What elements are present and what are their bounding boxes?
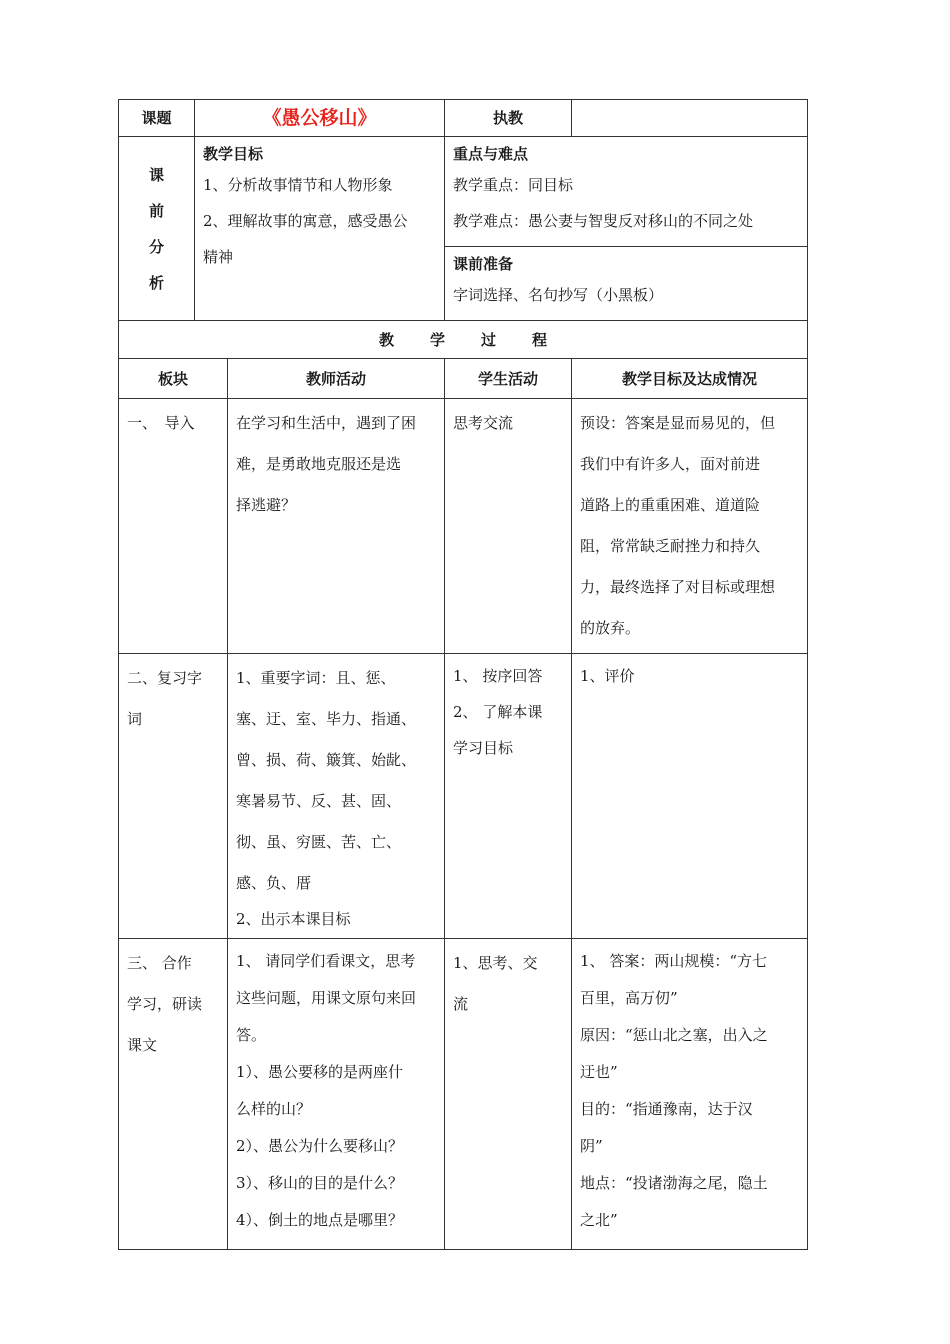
table-row (119, 654, 808, 939)
section-label: 课文 (127, 1036, 158, 1054)
lesson-plan-page (118, 99, 807, 1250)
goal-line: 原因：“惩山北之塞，出入之 (580, 1026, 768, 1044)
teacher-activity-line: 择逃避？ (236, 496, 297, 514)
teacher-value (572, 100, 808, 137)
column-header-row (119, 359, 808, 399)
column-header-section: 板块 (119, 359, 228, 399)
pre-analysis-char: 前 (148, 201, 164, 220)
student-activity-line: 2、 了解本课 (453, 703, 543, 721)
teacher-activity-line: 1、重要字词：且、惩、 (236, 669, 396, 687)
teacher-activity-cell (228, 939, 445, 1250)
goal-line: 1、评价 (580, 667, 635, 685)
header-row (119, 100, 808, 137)
student-activity-cell (445, 939, 572, 1250)
column-header-student: 学生活动 (445, 359, 572, 399)
teacher-activity-line: 彻、虽、穷匮、苦、亡、 (236, 833, 402, 851)
pre-analysis-label (119, 137, 195, 321)
student-activity-cell (445, 399, 572, 654)
teaching-goal-line: 1、分析故事情节和人物形象 (203, 176, 393, 194)
goal-cell (572, 399, 808, 654)
preparation-cell (445, 247, 808, 321)
process-title: 教学过程 (119, 321, 808, 359)
student-activity-line: 思考交流 (453, 414, 514, 432)
pre-analysis-char: 分 (148, 237, 164, 256)
teacher-activity-cell (228, 654, 445, 939)
section-cell (119, 939, 228, 1250)
goal-line: 迂也” (580, 1063, 618, 1081)
goal-line: 百里，高万仞” (580, 989, 678, 1007)
column-header-goal: 教学目标及达成情况 (572, 359, 808, 399)
teacher-activity-line: 1、 请同学们看课文，思考 (236, 952, 416, 970)
lesson-plan-table (118, 99, 808, 1250)
teaching-goal-line: 精神 (203, 248, 234, 266)
column-header-teacher: 教师活动 (228, 359, 445, 399)
teacher-activity-line: 曾、损、荷、簸箕、始龀、 (236, 751, 417, 769)
goal-line: 1、 答案：两山规模：“方七 (580, 952, 767, 970)
goal-line: 阻，常常缺乏耐挫力和持久 (580, 537, 761, 555)
teacher-activity-cell (228, 399, 445, 654)
difficulty-line: 教学难点：愚公妻与智叟反对移山的不同之处 (453, 212, 754, 230)
goal-line: 预设：答案是显而易见的，但 (580, 414, 776, 432)
teacher-activity-line: 难，是勇敢地克服还是选 (236, 455, 402, 473)
teacher-activity-line: 塞、迂、室、毕力、指通、 (236, 710, 417, 728)
pre-analysis-char: 课 (148, 165, 164, 184)
pre-analysis-char: 析 (148, 273, 164, 292)
goal-line: 地点：“投诸渤海之尾，隐土 (580, 1174, 768, 1192)
student-activity-line: 1、思考、交 (453, 954, 538, 972)
teacher-activity-line: 2）、愚公为什么要移山？ (236, 1137, 404, 1155)
teacher-activity-line: 感、负、厝 (236, 874, 312, 892)
teacher-activity-line: 1）、愚公要移的是两座什 (236, 1063, 404, 1081)
section-label: 二、复习字 (127, 669, 203, 687)
student-activity-line: 1、 按序回答 (453, 667, 543, 685)
goal-line: 目的：“指通豫南，达于汉 (580, 1100, 753, 1118)
teacher-activity-line: 么样的山？ (236, 1100, 312, 1118)
section-label: 学习，研读 (127, 995, 203, 1013)
teaching-goals-cell (195, 137, 445, 321)
teacher-activity-line: 4）、倒土的地点是哪里？ (236, 1211, 404, 1229)
preparation-text: 字词选择、名句抄写（小黑板） (453, 286, 664, 304)
goal-line: 力，最终选择了对目标或理想 (580, 578, 776, 596)
section-label: 词 (127, 710, 143, 728)
section-cell (119, 399, 228, 654)
teacher-activity-line: 在学习和生活中，遇到了困 (236, 414, 417, 432)
goal-cell (572, 654, 808, 939)
teaching-goal-line: 2、理解故事的寓意，感受愚公 (203, 212, 408, 230)
student-activity-line: 流 (453, 995, 469, 1013)
process-title-row (119, 321, 808, 359)
teacher-activity-line: 3）、移山的目的是什么？ (236, 1174, 404, 1192)
goal-line: 的放弃。 (580, 619, 641, 637)
goal-line: 之北” (580, 1211, 618, 1229)
student-activity-line: 学习目标 (453, 739, 514, 757)
teaching-goals-title: 教学目标 (203, 145, 264, 163)
key-point-line: 教学重点：同目标 (453, 176, 574, 194)
topic-label: 课题 (119, 100, 195, 137)
table-row (119, 399, 808, 654)
section-cell (119, 654, 228, 939)
section-label: 一、 导入 (127, 414, 195, 432)
teacher-label: 执教 (445, 100, 572, 137)
preparation-title: 课前准备 (453, 255, 514, 273)
student-activity-cell (445, 654, 572, 939)
teacher-activity-line: 寒暑易节、反、甚、固、 (236, 792, 402, 810)
key-points-title: 重点与难点 (453, 145, 529, 163)
goal-line: 道路上的重重困难、道道险 (580, 496, 761, 514)
goal-cell (572, 939, 808, 1250)
goal-line: 阴” (580, 1137, 603, 1155)
teacher-activity-line: 这些问题，用课文原句来回 (236, 989, 417, 1007)
topic-title: 《愚公移山》 (195, 100, 445, 137)
goal-line: 我们中有许多人，面对前进 (580, 455, 761, 473)
teacher-activity-line: 2、出示本课目标 (236, 910, 351, 928)
teacher-activity-line: 答。 (236, 1026, 267, 1044)
pre-analysis-row-top (119, 137, 808, 247)
table-row (119, 939, 808, 1250)
key-points-cell (445, 137, 808, 247)
section-label: 三、 合作 (127, 954, 192, 972)
